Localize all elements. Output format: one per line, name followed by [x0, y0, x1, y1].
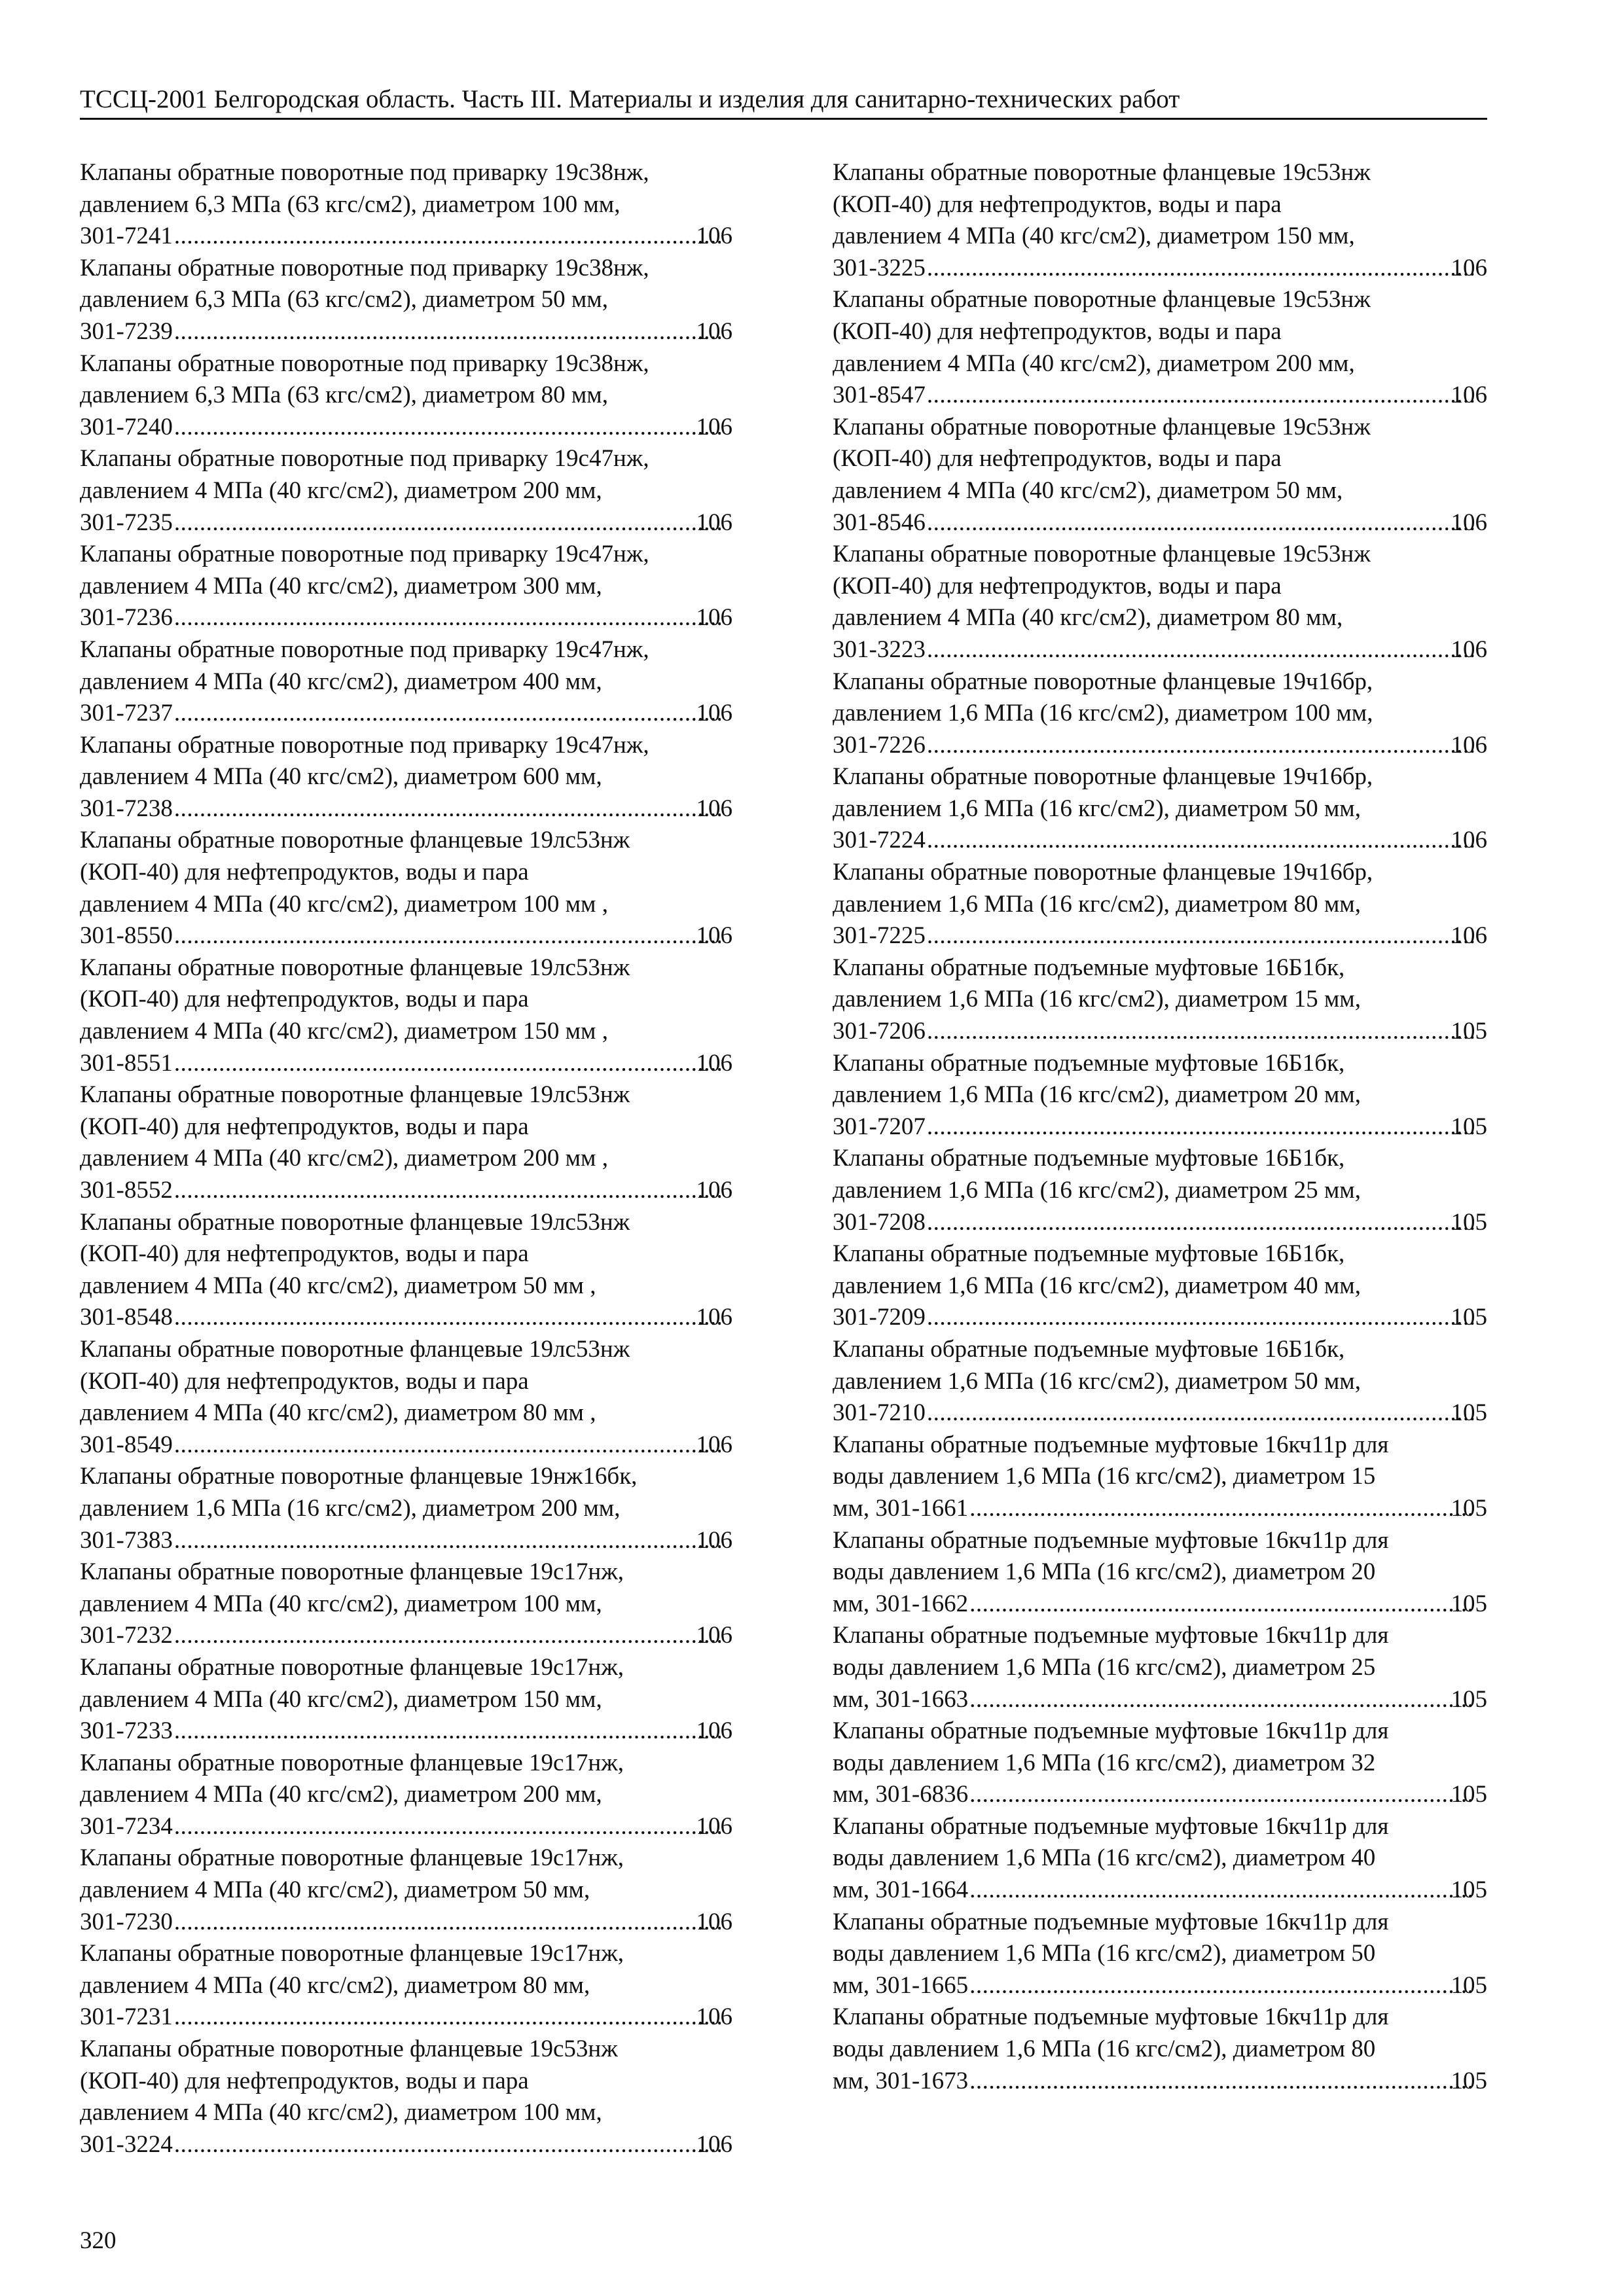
dot-leader [175, 793, 721, 825]
index-entry [833, 157, 1487, 284]
entry-reference-line [833, 1779, 1487, 1811]
entry-text-line: давлением 1,6 МПа (16 кгс/см2), диаметром 50 мм, [833, 1367, 1361, 1395]
dot-leader [175, 698, 721, 730]
entry-reference-line [833, 730, 1487, 762]
entry-code: 301-7208 [833, 1208, 926, 1236]
dot-leader [175, 1811, 721, 1843]
entry-page-number: 106 [696, 223, 732, 250]
entry-reference-line [833, 1302, 1487, 1334]
entry-text-line: Клапаны обратные подъемные муфтовые 16Б1бк, [833, 1335, 1345, 1363]
entry-text-line: давлением 4 МПа (40 кгс/см2), диаметром 50 мм, [80, 1876, 590, 1904]
dot-leader [175, 2001, 721, 2034]
entry-text-line: Клапаны обратные поворотные фланцевые 19с53нж [833, 286, 1371, 314]
entry-text-line: Клапаны обратные поворотные фланцевые 19с17нж, [80, 1558, 624, 1586]
dot-leader [970, 2066, 1475, 2098]
entry-text-line: Клапаны обратные поворотные фланцевые 19ч16бр, [833, 763, 1373, 791]
dot-leader [970, 1874, 1475, 1907]
entry-page-number: 106 [696, 1177, 732, 1204]
dot-leader [970, 1588, 1475, 1621]
entry-text-line: воды давлением 1,6 МПа (16 кгс/см2), диаметром 15 [833, 1463, 1376, 1490]
entry-reference-line [80, 316, 732, 348]
entry-text-line: Клапаны обратные поворотные фланцевые 19лс53нж [80, 1335, 630, 1363]
entry-page-number: 105 [1451, 1399, 1487, 1427]
entry-text-line: давлением 1,6 МПа (16 кгс/см2), диаметром 25 мм, [833, 1177, 1361, 1204]
dot-leader [970, 1493, 1475, 1525]
index-entry [80, 348, 732, 444]
dot-leader [175, 412, 721, 444]
entry-text-line: давлением 4 МПа (40 кгс/см2), диаметром 80 мм , [80, 1399, 596, 1427]
entry-code: 301-8549 [80, 1431, 173, 1458]
index-column-right [833, 157, 1487, 2097]
entry-text-line: давлением 1,6 МПа (16 кгс/см2), диаметром 40 мм, [833, 1272, 1361, 1299]
entry-text-line: Клапаны обратные поворотные фланцевые 19с17нж, [80, 1653, 624, 1681]
entry-text-line: Клапаны обратные поворотные фланцевые 19с53нж [80, 2036, 618, 2063]
entry-text-line: (КОП-40) для нефтепродуктов, воды и пара [80, 986, 529, 1013]
dot-leader [928, 507, 1475, 539]
entry-text-line: давлением 4 МПа (40 кгс/см2), диаметром 200 мм , [80, 1145, 608, 1172]
entry-reference-line [833, 253, 1487, 285]
entry-page-number: 106 [696, 795, 732, 822]
entry-code: 301-7238 [80, 795, 173, 822]
entry-code: 301-7241 [80, 223, 173, 250]
entry-text-line: Клапаны обратные поворотные фланцевые 19с53нж [833, 159, 1371, 186]
dot-leader [175, 920, 721, 952]
entry-page-number: 106 [1451, 636, 1487, 663]
entry-code: 301-7239 [80, 317, 173, 345]
index-entry [833, 1334, 1487, 1429]
entry-reference-line [80, 920, 732, 952]
index-entry [80, 1652, 732, 1748]
index-entry [833, 1811, 1487, 1907]
entry-text-line: давлением 4 МПа (40 кгс/см2), диаметром 80 мм, [80, 1971, 590, 1999]
entry-text-line: Клапаны обратные поворотные фланцевые 19с53нж [833, 541, 1371, 568]
entry-reference-line [833, 2066, 1487, 2098]
dot-leader [175, 316, 721, 348]
index-entry [833, 857, 1487, 952]
index-entry [833, 1907, 1487, 2002]
entry-page-number: 106 [696, 1717, 732, 1745]
entry-code: 301-8547 [833, 382, 926, 409]
entry-page-number: 106 [696, 1526, 732, 1554]
index-entry [80, 1207, 732, 1334]
entry-text-line: Клапаны обратные поворотные фланцевые 19лс53нж [80, 1081, 630, 1109]
entry-reference-line [80, 1811, 732, 1843]
dot-leader [970, 1684, 1475, 1716]
entry-reference-line [80, 1175, 732, 1207]
entry-text-line: Клапаны обратные поворотные фланцевые 19с17нж, [80, 1940, 624, 1967]
entry-reference-line [80, 1525, 732, 1557]
index-entry [80, 952, 732, 1079]
entry-page-number: 106 [1451, 827, 1487, 854]
entry-text-line: давлением 4 МПа (40 кгс/см2), диаметром 150 мм , [80, 1018, 608, 1045]
dot-leader [175, 602, 721, 634]
index-entry [80, 634, 732, 730]
entry-text-line: (КОП-40) для нефтепродуктов, воды и пара [80, 1113, 529, 1140]
entry-reference-line [833, 825, 1487, 857]
entry-code: 301-3223 [833, 636, 926, 663]
dot-leader [970, 1779, 1475, 1811]
entry-text-line: (КОП-40) для нефтепродуктов, воды и пара [80, 859, 529, 886]
index-entry [833, 1238, 1487, 1334]
dot-leader [928, 825, 1475, 857]
entry-text-line: Клапаны обратные поворотные под приварку 19с47нж, [80, 541, 649, 568]
entry-text-line: Клапаны обратные подъемные муфтовые 16кч11р для [833, 2003, 1389, 2031]
index-entry [80, 253, 732, 348]
entry-page-number: 106 [696, 413, 732, 440]
index-entry [80, 1938, 732, 2034]
entry-reference-line [833, 1111, 1487, 1143]
entry-text-line: Клапаны обратные поворотные под приварку 19с47нж, [80, 731, 649, 759]
index-entry [80, 539, 732, 634]
entry-page-number: 106 [696, 317, 732, 345]
entry-page-number: 106 [1451, 731, 1487, 759]
dot-leader [175, 1302, 721, 1334]
dot-leader [928, 380, 1475, 412]
entry-reference-line [833, 1970, 1487, 2002]
index-entry [80, 1748, 732, 1843]
entry-code: 301-3225 [833, 254, 926, 281]
dot-leader [175, 221, 721, 253]
entry-reference-line [833, 1207, 1487, 1239]
entry-text-line: давлением 1,6 МПа (16 кгс/см2), диаметром 50 мм, [833, 795, 1361, 822]
entry-code: 301-7240 [80, 413, 173, 440]
entry-code: 301-7226 [833, 731, 926, 759]
entry-code: 301-7224 [833, 827, 926, 854]
entry-page-number: 106 [696, 1431, 732, 1458]
entry-code: 301-8551 [80, 1049, 173, 1077]
entry-text-line: давлением 4 МПа (40 кгс/см2), диаметром 200 мм, [833, 350, 1355, 377]
index-entry [833, 539, 1487, 666]
entry-text-line: Клапаны обратные подъемные муфтовые 16кч11р для [833, 1717, 1389, 1745]
entry-text-line: Клапаны обратные подъемные муфтовые 16Б1бк, [833, 1049, 1345, 1077]
index-entry [833, 2001, 1487, 2097]
entry-text-line: Клапаны обратные подъемные муфтовые 16Б1бк, [833, 1240, 1345, 1268]
entry-text-line: Клапаны обратные поворотные фланцевые 19лс53нж [80, 954, 630, 981]
index-entry [80, 730, 732, 825]
entry-page-number: 106 [1451, 922, 1487, 950]
entry-text-line: Клапаны обратные поворотные фланцевые 19лс53нж [80, 827, 630, 854]
entry-code: мм, 301-1664 [833, 1876, 969, 1904]
entry-text-line: Клапаны обратные подъемные муфтовые 16Б1бк, [833, 954, 1345, 981]
entry-reference-line [833, 1397, 1487, 1429]
entry-reference-line [80, 412, 732, 444]
entry-page-number: 106 [1451, 382, 1487, 409]
index-entry [833, 1429, 1487, 1525]
entry-code: 301-8548 [80, 1304, 173, 1331]
entry-code: 301-7235 [80, 509, 173, 536]
entry-text-line: (КОП-40) для нефтепродуктов, воды и пара [80, 2067, 529, 2094]
entry-text-line: воды давлением 1,6 МПа (16 кгс/см2), диаметром 50 [833, 1940, 1376, 1967]
entry-text-line: Клапаны обратные поворотные под приварку 19с38нж, [80, 350, 649, 377]
entry-reference-line [80, 1715, 732, 1748]
index-entry [833, 1620, 1487, 1715]
entry-reference-line [80, 2129, 732, 2161]
entry-code: мм, 301-6836 [833, 1781, 969, 1808]
entry-code: 301-7207 [833, 1113, 926, 1140]
entry-text-line: Клапаны обратные подъемные муфтовые 16Б1бк, [833, 1145, 1345, 1172]
entry-reference-line [80, 1907, 732, 1939]
entry-text-line: воды давлением 1,6 МПа (16 кгс/см2), диаметром 40 [833, 1844, 1376, 1872]
entry-text-line: давлением 1,6 МПа (16 кгс/см2), диаметром 100 мм, [833, 700, 1373, 727]
index-entry [833, 761, 1487, 857]
entry-text-line: воды давлением 1,6 МПа (16 кгс/см2), диаметром 32 [833, 1749, 1376, 1776]
entry-reference-line [80, 793, 732, 825]
entry-text-line: Клапаны обратные поворотные под приварку 19с47нж, [80, 445, 649, 473]
entry-text-line: воды давлением 1,6 МПа (16 кгс/см2), диаметром 20 [833, 1558, 1376, 1586]
entry-text-line: Клапаны обратные подъемные муфтовые 16кч11р для [833, 1908, 1389, 1935]
dot-leader [928, 1016, 1475, 1048]
entry-reference-line [833, 380, 1487, 412]
index-entry [833, 1525, 1487, 1621]
entry-text-line: давлением 4 МПа (40 кгс/см2), диаметром 50 мм, [833, 476, 1343, 504]
index-column-left [80, 157, 732, 2161]
entry-text-line: Клапаны обратные поворотные фланцевые 19нж16бк, [80, 1463, 638, 1490]
entry-text-line: Клапаны обратные подъемные муфтовые 16кч11р для [833, 1622, 1389, 1649]
dot-leader [175, 2129, 721, 2161]
entry-text-line: воды давлением 1,6 МПа (16 кгс/см2), диаметром 80 [833, 2036, 1376, 2063]
index-entry [80, 825, 732, 952]
entry-page-number: 106 [696, 700, 732, 727]
entry-reference-line [833, 1588, 1487, 1621]
entry-text-line: (КОП-40) для нефтепродуктов, воды и пара [833, 317, 1282, 345]
entry-reference-line [80, 1302, 732, 1334]
entry-reference-line [80, 1620, 732, 1652]
entry-text-line: давлением 6,3 МПа (63 кгс/см2), диаметром 50 мм, [80, 286, 608, 314]
index-entry [833, 1048, 1487, 1143]
entry-code: 301-7225 [833, 922, 926, 950]
entry-text-line: Клапаны обратные поворотные под приварку 19с38нж, [80, 254, 649, 281]
entry-code: мм, 301-1673 [833, 2067, 969, 2094]
entry-text-line: Клапаны обратные подъемные муфтовые 16кч11р для [833, 1812, 1389, 1840]
entry-text-line: Клапаны обратные поворотные под приварку 19с47нж, [80, 636, 649, 663]
entry-text-line: давлением 6,3 МПа (63 кгс/см2), диаметром 100 мм, [80, 190, 621, 218]
entry-text-line: Клапаны обратные поворотные под приварку 19с38нж, [80, 159, 649, 186]
page-header: ТССЦ-2001 Белгородская область. Часть III. Материалы и изделия для санитарно-технических работ [80, 85, 1180, 113]
index-entry [833, 1715, 1487, 1811]
entry-page-number: 105 [1451, 1685, 1487, 1713]
entry-text-line: давлением 4 МПа (40 кгс/см2), диаметром 600 мм, [80, 763, 602, 791]
page-number: 320 [80, 2227, 117, 2254]
entry-page-number: 106 [696, 509, 732, 536]
entry-text-line: Клапаны обратные поворотные фланцевые 19с17нж, [80, 1844, 624, 1872]
index-entry [80, 157, 732, 253]
dot-leader [928, 634, 1475, 666]
dot-leader [175, 1429, 721, 1462]
entry-page-number: 106 [696, 2003, 732, 2031]
entry-code: 301-7233 [80, 1717, 173, 1745]
entry-text-line: (КОП-40) для нефтепродуктов, воды и пара [80, 1240, 529, 1268]
entry-text-line: давлением 4 МПа (40 кгс/см2), диаметром 80 мм, [833, 604, 1343, 632]
dot-leader [928, 1207, 1475, 1239]
dot-leader [928, 253, 1475, 285]
entry-page-number: 106 [696, 604, 732, 632]
entry-page-number: 106 [696, 1304, 732, 1331]
entry-reference-line [833, 507, 1487, 539]
entry-text-line: давлением 4 МПа (40 кгс/см2), диаметром 200 мм, [80, 476, 602, 504]
entry-code: 301-7234 [80, 1812, 173, 1840]
index-entry [833, 284, 1487, 411]
dot-leader [928, 1397, 1475, 1429]
dot-leader [928, 1302, 1475, 1334]
entry-page-number: 106 [696, 2130, 732, 2158]
dot-leader [175, 1620, 721, 1652]
entry-page-number: 106 [1451, 509, 1487, 536]
entry-text-line: давлением 6,3 МПа (63 кгс/см2), диаметром 80 мм, [80, 382, 608, 409]
entry-reference-line [833, 920, 1487, 952]
entry-code: 301-7383 [80, 1526, 173, 1554]
dot-leader [928, 730, 1475, 762]
entry-reference-line [833, 1493, 1487, 1525]
entry-code: мм, 301-1662 [833, 1590, 969, 1617]
entry-text-line: Клапаны обратные подъемные муфтовые 16кч11р для [833, 1431, 1389, 1458]
entry-reference-line [80, 698, 732, 730]
entry-page-number: 105 [1451, 1781, 1487, 1808]
entry-text-line: давлением 4 МПа (40 кгс/см2), диаметром 200 мм, [80, 1781, 602, 1808]
entry-page-number: 105 [1451, 2067, 1487, 2094]
entry-reference-line [80, 221, 732, 253]
entry-page-number: 106 [696, 1908, 732, 1935]
entry-text-line: давлением 4 МПа (40 кгс/см2), диаметром 150 мм, [80, 1685, 602, 1713]
index-entry [833, 1143, 1487, 1238]
dot-leader [175, 1907, 721, 1939]
entry-code: 301-3224 [80, 2130, 173, 2158]
index-entry [80, 2034, 732, 2161]
index-entry [833, 952, 1487, 1048]
entry-text-line: (КОП-40) для нефтепродуктов, воды и пара [833, 445, 1282, 473]
entry-reference-line [80, 1429, 732, 1462]
entry-code: 301-7237 [80, 700, 173, 727]
entry-code: 301-7231 [80, 2003, 173, 2031]
entry-page-number: 106 [696, 1049, 732, 1077]
dot-leader [928, 920, 1475, 952]
entry-text-line: давлением 4 МПа (40 кгс/см2), диаметром 400 мм, [80, 668, 602, 695]
index-entry [80, 1334, 732, 1461]
entry-text-line: давлением 1,6 МПа (16 кгс/см2), диаметром 80 мм, [833, 890, 1361, 918]
dot-leader [175, 1175, 721, 1207]
entry-code: 301-8552 [80, 1177, 173, 1204]
entry-code: 301-8550 [80, 922, 173, 950]
index-entry [80, 443, 732, 539]
header-rule [80, 118, 1487, 120]
entry-text-line: давлением 4 МПа (40 кгс/см2), диаметром 150 мм, [833, 223, 1355, 250]
entry-page-number: 105 [1451, 1208, 1487, 1236]
entry-text-line: давлением 4 МПа (40 кгс/см2), диаметром 50 мм , [80, 1272, 596, 1299]
entry-text-line: давлением 1,6 МПа (16 кгс/см2), диаметром 20 мм, [833, 1081, 1361, 1109]
entry-reference-line [833, 1016, 1487, 1048]
entry-text-line: Клапаны обратные поворотные фланцевые 19лс53нж [80, 1208, 630, 1236]
index-entry [80, 1461, 732, 1556]
entry-page-number: 105 [1451, 1590, 1487, 1617]
entry-page-number: 105 [1451, 1494, 1487, 1522]
entry-code: 301-7209 [833, 1304, 926, 1331]
entry-code: 301-7232 [80, 1622, 173, 1649]
entry-text-line: Клапаны обратные подъемные муфтовые 16кч11р для [833, 1526, 1389, 1554]
entry-text-line: (КОП-40) для нефтепродуктов, воды и пара [80, 1367, 529, 1395]
index-entry [833, 412, 1487, 539]
entry-reference-line [80, 2001, 732, 2034]
entry-reference-line [833, 1684, 1487, 1716]
entry-page-number: 106 [696, 1622, 732, 1649]
entry-code: 301-7206 [833, 1018, 926, 1045]
entry-text-line: давлением 4 МПа (40 кгс/см2), диаметром 300 мм, [80, 572, 602, 600]
dot-leader [175, 1048, 721, 1080]
entry-code: мм, 301-1665 [833, 1971, 969, 1999]
entry-text-line: воды давлением 1,6 МПа (16 кгс/см2), диаметром 25 [833, 1653, 1376, 1681]
entry-text-line: (КОП-40) для нефтепродуктов, воды и пара [833, 572, 1282, 600]
entry-page-number: 105 [1451, 1113, 1487, 1140]
entry-reference-line [80, 507, 732, 539]
entry-text-line: давлением 1,6 МПа (16 кгс/см2), диаметром 200 мм, [80, 1494, 621, 1522]
entry-code: мм, 301-1663 [833, 1685, 969, 1713]
dot-leader [970, 1970, 1475, 2002]
entry-page-number: 106 [696, 922, 732, 950]
index-entry [80, 1079, 732, 1206]
entry-page-number: 106 [696, 1812, 732, 1840]
entry-code: 301-7236 [80, 604, 173, 632]
entry-text-line: Клапаны обратные поворотные фланцевые 19ч16бр, [833, 859, 1373, 886]
entry-text-line: давлением 4 МПа (40 кгс/см2), диаметром 100 мм , [80, 890, 608, 918]
entry-text-line: Клапаны обратные поворотные фланцевые 19с53нж [833, 413, 1371, 440]
index-entry [833, 666, 1487, 762]
entry-text-line: давлением 4 МПа (40 кгс/см2), диаметром 100 мм, [80, 1590, 602, 1617]
entry-page-number: 106 [1451, 254, 1487, 281]
dot-leader [175, 1525, 721, 1557]
dot-leader [928, 1111, 1475, 1143]
entry-text-line: давлением 1,6 МПа (16 кгс/см2), диаметром 15 мм, [833, 986, 1361, 1013]
entry-text-line: Клапаны обратные поворотные фланцевые 19с17нж, [80, 1749, 624, 1776]
entry-text-line: давлением 4 МПа (40 кгс/см2), диаметром 100 мм, [80, 2099, 602, 2126]
entry-page-number: 105 [1451, 1018, 1487, 1045]
entry-text-line: Клапаны обратные поворотные фланцевые 19ч16бр, [833, 668, 1373, 695]
entry-reference-line [80, 1048, 732, 1080]
entry-page-number: 105 [1451, 1304, 1487, 1331]
entry-page-number: 105 [1451, 1971, 1487, 1999]
dot-leader [175, 1715, 721, 1748]
entry-text-line: (КОП-40) для нефтепродуктов, воды и пара [833, 190, 1282, 218]
entry-code: мм, 301-1661 [833, 1494, 969, 1522]
entry-reference-line [833, 634, 1487, 666]
entry-page-number: 105 [1451, 1876, 1487, 1904]
entry-code: 301-7230 [80, 1908, 173, 1935]
entry-code: 301-8546 [833, 509, 926, 536]
entry-code: 301-7210 [833, 1399, 926, 1427]
index-entry [80, 1842, 732, 1938]
entry-reference-line [833, 1874, 1487, 1907]
index-entry [80, 1556, 732, 1652]
dot-leader [175, 507, 721, 539]
entry-reference-line [80, 602, 732, 634]
